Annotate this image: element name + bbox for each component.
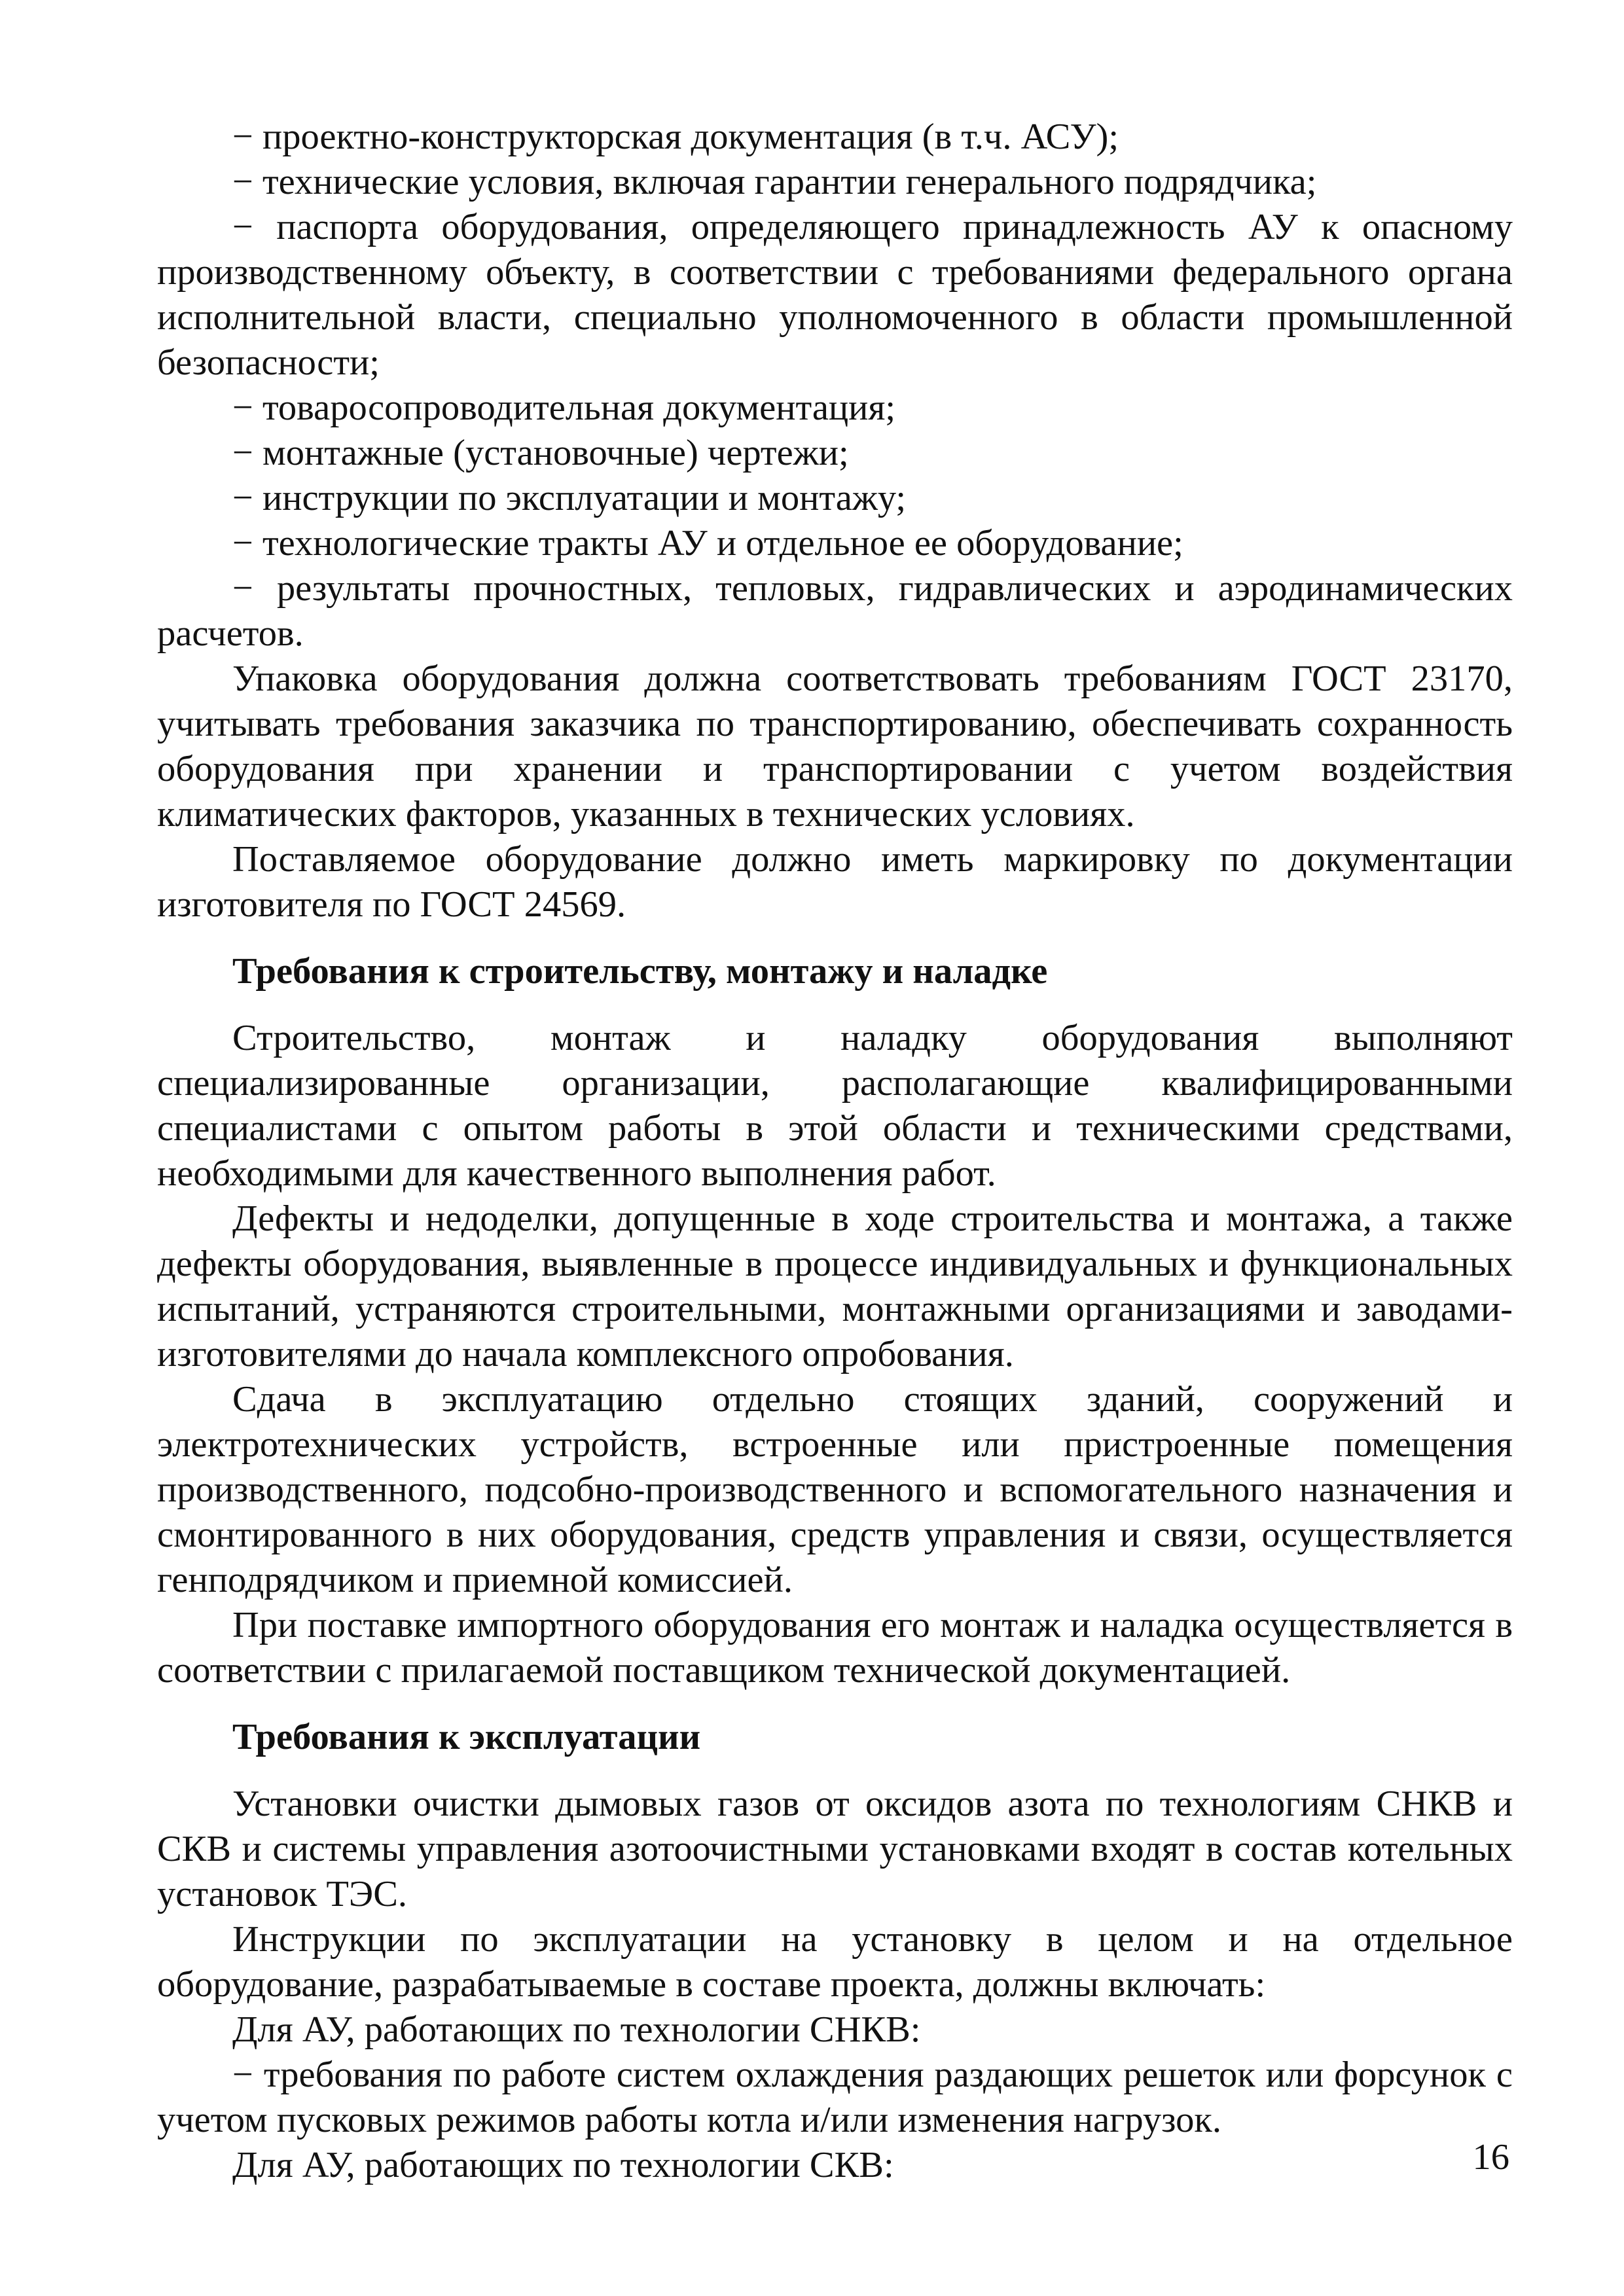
list-item-technological-paths: − технологические тракты АУ и отдельное ее оборудование; (232, 523, 1183, 564)
packaging-paragraph: Упаковка оборудования должна соответствовать требованиям ГОСТ 23170, учитывать требования заказчика по транспортированию, обеспечивать сохранность оборудования при хранении и транспортировании с учетом воздействия климатических факторов, указанных в технических условиях. (157, 658, 1513, 834)
list-item-installation-drawings: − монтажные (установочные) чертежи; (232, 433, 849, 473)
marking-paragraph: Поставляемое оборудование должно иметь маркировку по документации изготовителя по ГОСТ 24569. (157, 839, 1513, 925)
construction-heading: Требования к строительству, монтажу и наладке (232, 951, 1048, 992)
snkv-intro: Для АУ, работающих по технологии СНКВ: (232, 2009, 921, 2050)
snkv-requirement-item: − требования по работе систем охлаждения раздающих решеток или форсунок с учетом пусковых режимов работы котла и/или изменения нагрузок. (157, 2054, 1513, 2140)
document-body (157, 115, 1513, 2188)
list-item-shipping-docs: − товаросопроводительная документация; (232, 387, 896, 428)
defects-paragraph: Дефекты и недоделки, допущенные в ходе строительства и монтажа, а также дефекты оборудования, выявленные в процессе индивидуальных и функциональных испытаний, устраняются строительными, монтажными организациями и заводами-изготовителями до начала комплексного опробования. (157, 1198, 1513, 1374)
list-item-technical-conditions: − технические условия, включая гарантии генерального подрядчика; (232, 162, 1317, 202)
page-number: 16 (1472, 2137, 1509, 2178)
import-equipment-paragraph: При поставке импортного оборудования его монтаж и наладка осуществляется в соответствии с прилагаемой поставщиком технической документацией. (157, 1605, 1513, 1691)
instructions-paragraph: Инструкции по эксплуатации на установку в целом и на отдельное оборудование, разрабатываемые в составе проекта, должны включать: (157, 1919, 1513, 2005)
operation-heading: Требования к эксплуатации (232, 1717, 701, 1757)
list-item-design-docs: − проектно-конструкторская документация (в т.ч. АСУ); (232, 117, 1119, 157)
construction-paragraph: Строительство, монтаж и наладку оборудования выполняют специализированные организации, располагающие квалифицированными специалистами с опытом работы в этой области и техническими средствами, необходимыми для качественного выполнения работ. (157, 1018, 1513, 1194)
list-item-equipment-passports: − паспорта оборудования, определяющего принадлежность АУ к опасному производственному объекту, в соответствии с требованиями федерального органа исполнительной власти, специально уполномоченного в области промышленной безопасности; (157, 207, 1513, 383)
list-item-operation-instructions: − инструкции по эксплуатации и монтажу; (232, 478, 907, 518)
installations-paragraph: Установки очистки дымовых газов от оксидов азота по технологиям СНКВ и СКВ и системы управления азотоочистными установками входят в состав котельных установок ТЭС. (157, 1784, 1513, 1914)
list-item-calculation-results: − результаты прочностных, тепловых, гидравлических и аэродинамических расчетов. (157, 568, 1513, 654)
commissioning-paragraph: Сдача в эксплуатацию отдельно стоящих зданий, сооружений и электротехнических устройств, встроенные или пристроенные помещения производственного, подсобно-производственного и вспомогательного назначения и смонтированного в них оборудования, средств управления и связи, осуществляется генподрядчиком и приемной комиссией. (157, 1379, 1513, 1600)
skv-intro: Для АУ, работающих по технологии СКВ: (232, 2145, 894, 2185)
